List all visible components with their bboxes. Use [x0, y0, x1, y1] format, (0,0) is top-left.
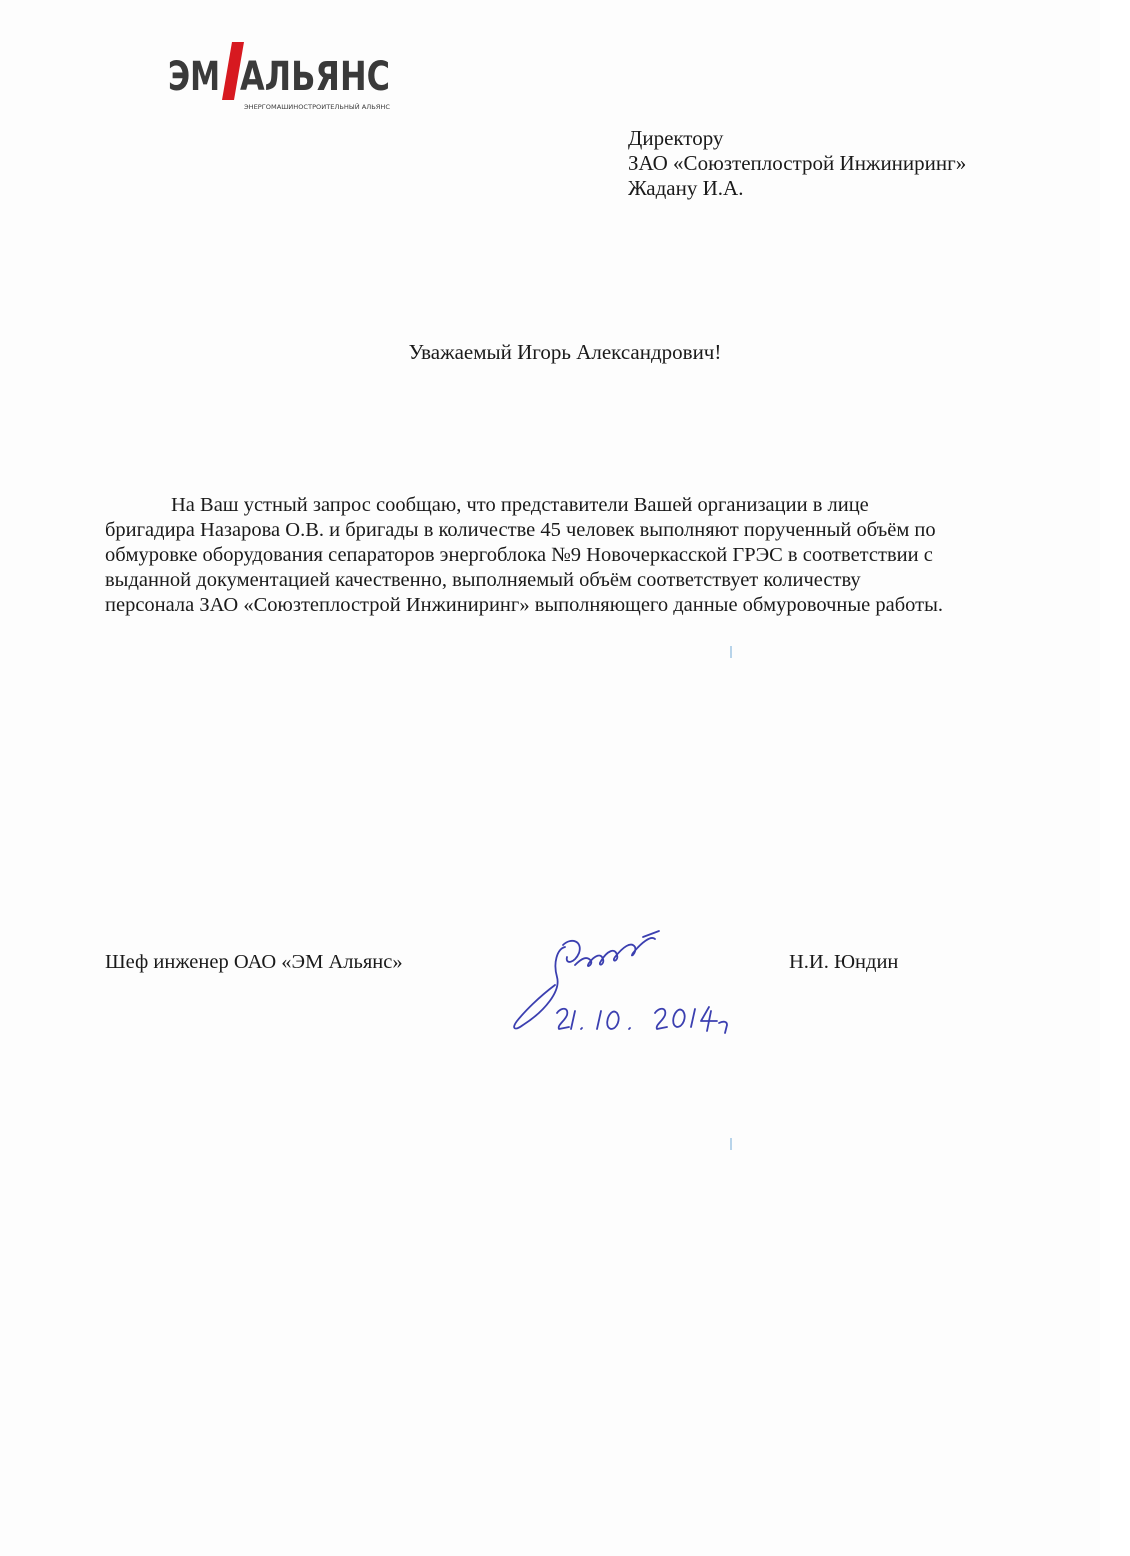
addressee-name: Жадану И.А.: [628, 176, 744, 200]
addressee-company: ЗАО «Союзтеплострой Инжиниринг»: [628, 151, 967, 175]
scan-mark: [730, 1138, 732, 1150]
letter-body: [105, 493, 1025, 618]
body-line: обмуровке оборудования сепараторов энергоблока №9 Новочеркасской ГРЭС в соответствии с: [105, 544, 933, 566]
body-line: На Ваш устный запрос сообщаю, что представители Вашей организации в лице: [171, 494, 869, 516]
handwritten-signature: [505, 925, 765, 1040]
signatory-position: Шеф инженер ОАО «ЭМ Альянс»: [105, 951, 403, 973]
body-line: выданной документацией качественно, выполняемый объём соответствует количеству: [105, 569, 861, 591]
logo-tagline: ЭНЕРГОМАШИНОСТРОИТЕЛЬНЫЙ АЛЬЯНС: [244, 103, 388, 111]
body-line: персонала ЗАО «Союзтеплострой Инжиниринг» выполняющего данные обмуровочные работы.: [105, 594, 944, 616]
salutation: Уважаемый Игорь Александрович!: [408, 340, 722, 364]
logo-text-right: АЛЬЯНС: [240, 54, 390, 100]
addressee-title: Директору: [628, 126, 724, 150]
body-line: бригадира Назарова О.В. и бригады в количестве 45 человек выполняют порученный объём по: [105, 519, 936, 541]
scan-mark: [730, 646, 732, 658]
logo-text-left: ЭМ: [168, 54, 220, 100]
signatory-name: Н.И. Юндин: [789, 951, 899, 973]
company-logo: [168, 40, 393, 115]
addressee-block: [628, 126, 966, 201]
